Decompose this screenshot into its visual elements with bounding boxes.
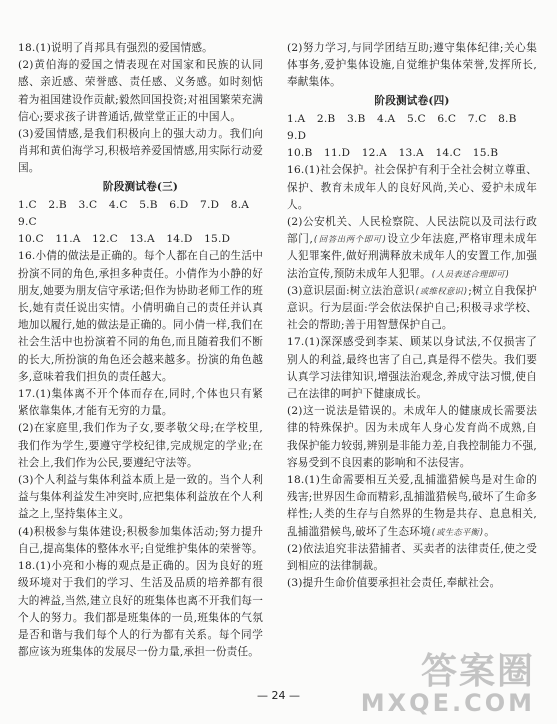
page-number: — 24 — bbox=[257, 689, 300, 702]
handwritten-note: (回答出两个即可) bbox=[313, 234, 388, 245]
answer-q16-1: 16.(1)社会保护。社会保护有利于全社会树立尊重、保护、教育未成年人的良好风尚,关心、爱护未成年人。 bbox=[287, 164, 537, 211]
answer-q17-1: 17.(1)集体离不开个体而存在,同时,个体也只有紧紧依靠集体,才能有无穷的力量。 bbox=[18, 388, 263, 418]
choice-answers-row-1: 1.C 2.B 3.C 4.C 5.B 6.D 7.D 8.A 9.C bbox=[18, 198, 250, 229]
watermark-sub: MXQE.COM bbox=[360, 689, 535, 717]
right-column bbox=[287, 40, 537, 593]
answer-q18-2: (2)黄伯海的爱国之情表现在对国家和民族的认同感、亲近感、荣誉感、责任感、义务感。如时刻惦着为祖国建设作贡献;毅然回国投资;对祖国繁荣充满信心;要求孩子讲普通话,做堂堂正正的中国人。 bbox=[18, 59, 263, 123]
answer-q18-1-part-b: 。 bbox=[484, 525, 496, 538]
answer-q16-3 bbox=[287, 283, 537, 335]
answer-q16: 16.小倩的做法是正确的。每个人都在自己的生活中扮演不同的角色,承担多种责任。小倩作为小静的好朋友,她要为朋友信守承诺;但作为协助老师工作的班长,她有责任说出实情。小倩明确自己的责任并认真地加以履行,她的做法是正确的。同小倩一样,我们在社会生活中也扮演着不同的角色,而且随着我们不断的长大,所扮演的角色还会越来越多。扮演的角色越多,意味着我们担负的责任越大。 bbox=[18, 250, 263, 383]
answer-q18-1: 18.(1)说明了肖邦具有强烈的爱国情感。 bbox=[18, 42, 213, 54]
answer-q16-3-part-a: (3)意识层面:树立法治意识 bbox=[287, 284, 415, 297]
choice-answers-row-1: 1.A 2.B 3.B 4.A 5.C 6.C 7.C 8.B 9.D bbox=[287, 112, 517, 143]
handwritten-note: (或生态平衡) bbox=[430, 526, 485, 537]
answer-q18-2b: (2)努力学习,与同学团结互助;遵守集体纪律;关心集体事务,爱护集体设施,自觉维护集体荣誉,发挥所长,奉献集体。 bbox=[287, 42, 537, 89]
answer-q17-2: (2)在家庭里,我们作为子女,要孝敬父母;在学校里,我们作为学生,要遵守学校纪律,完成规定的学业;在社会上,我们作为公民,要遵纪守法等。 bbox=[18, 422, 263, 469]
answer-q17-2: (2)这一说法是错误的。未成年人的健康成长需要法律的特殊保护。因为未成年人身心发育尚不成熟,自我保护能力较弱,辨别是非能力差,自我控制能力不强,容易受到不良因素的影响和不法侵害。 bbox=[287, 405, 537, 469]
answer-q17-3: (3)个人利益与集体利益本质上是一致的。当个人利益与集体利益发生冲突时,应把集体利益放在个人利益之上,坚持集体主义。 bbox=[18, 474, 263, 521]
watermark-logo bbox=[360, 651, 535, 717]
watermark-main: 答案圈 bbox=[420, 651, 535, 692]
answer-q18-b: 18.(1)小亮和小梅的观点是正确的。因为良好的班级环境对于我们的学习、生活及品质的培养都有很大的裨益,当然,建立良好的班集体也离不开我们每一个人的努力。我们都是班集体的一员,班集体的气氛是否和谐与我们每个人的行为都有关系。每个同学都应该为班集体的发展尽一份力量,承担一份责任。 bbox=[18, 560, 263, 659]
answer-q18-2: (2)依法追究非法猎捕者、买卖者的法律责任,使之受到相应的法律制裁。 bbox=[287, 542, 537, 573]
answer-q18-3: (3)爱国情感,是我们积极向上的强大动力。我们向肖邦和黄伯海学习,积极培养爱国情感,用实际行动爱国。 bbox=[18, 128, 263, 175]
answer-q16-2-part-b: 设立少年法庭,严格审理未成年人犯罪案件,做好刑满释放未成年人的安置工作,加强法治宣传,预防未成年人犯罪。 bbox=[287, 233, 538, 280]
section-heading-test4: 阶段测试卷(四) bbox=[374, 94, 450, 107]
answer-q17-1: 17.(1)深深感受到李某、顾某以身试法,不仅损害了别人的利益,最终也害了自己,真是得不偿失。我们要认真学习法律知识,增强法治观念,养成守法习惯,使自己在法律的呵护下健康成长。 bbox=[287, 336, 537, 401]
answer-q16-2-part-a: (2)公安机关、人民检察院、人民法院以及司法行政部门, bbox=[287, 216, 537, 246]
answer-q17-4: (4)积极参与集体建设;积极参加集体活动;努力提升自己,提高集体的整体水平;自觉维护集体的荣誉等。 bbox=[18, 525, 263, 555]
answer-q18-1 bbox=[287, 472, 537, 541]
answer-q18-3: (3)提升生命价值要承担社会责任,奉献社会。 bbox=[287, 577, 501, 590]
choice-answers-row-2: 10.C 11.A 12.C 13.A 14.D 15.D bbox=[18, 233, 231, 246]
handwritten-note: (或维权意识) bbox=[414, 285, 469, 296]
section-heading-test3: 阶段测试卷(三) bbox=[102, 180, 179, 193]
answer-q16-2 bbox=[287, 214, 537, 283]
left-column bbox=[18, 40, 263, 661]
handwritten-note: (人员表述合理即可) bbox=[430, 268, 510, 279]
answer-q16-3-part-b: ;树立自我保护意识。行为层面:学会依法保护自己;积极寻求学校、社会的帮助;善于用智慧保护自己。 bbox=[287, 284, 538, 332]
choice-answers-row-2: 10.B 11.D 12.A 13.A 14.C 15.B bbox=[287, 147, 499, 160]
answer-q18-1-part-a: 18.(1)生命需要相互关爱,乱捕滥猎候鸟是对生命的残害;世界因生命而精彩,乱捕滥猎候鸟,破坏了生命多样性;人类的生存与自然界的生物是共存、息息相关,乱捕滥猎候鸟,破坏了生态环境 bbox=[287, 474, 537, 538]
